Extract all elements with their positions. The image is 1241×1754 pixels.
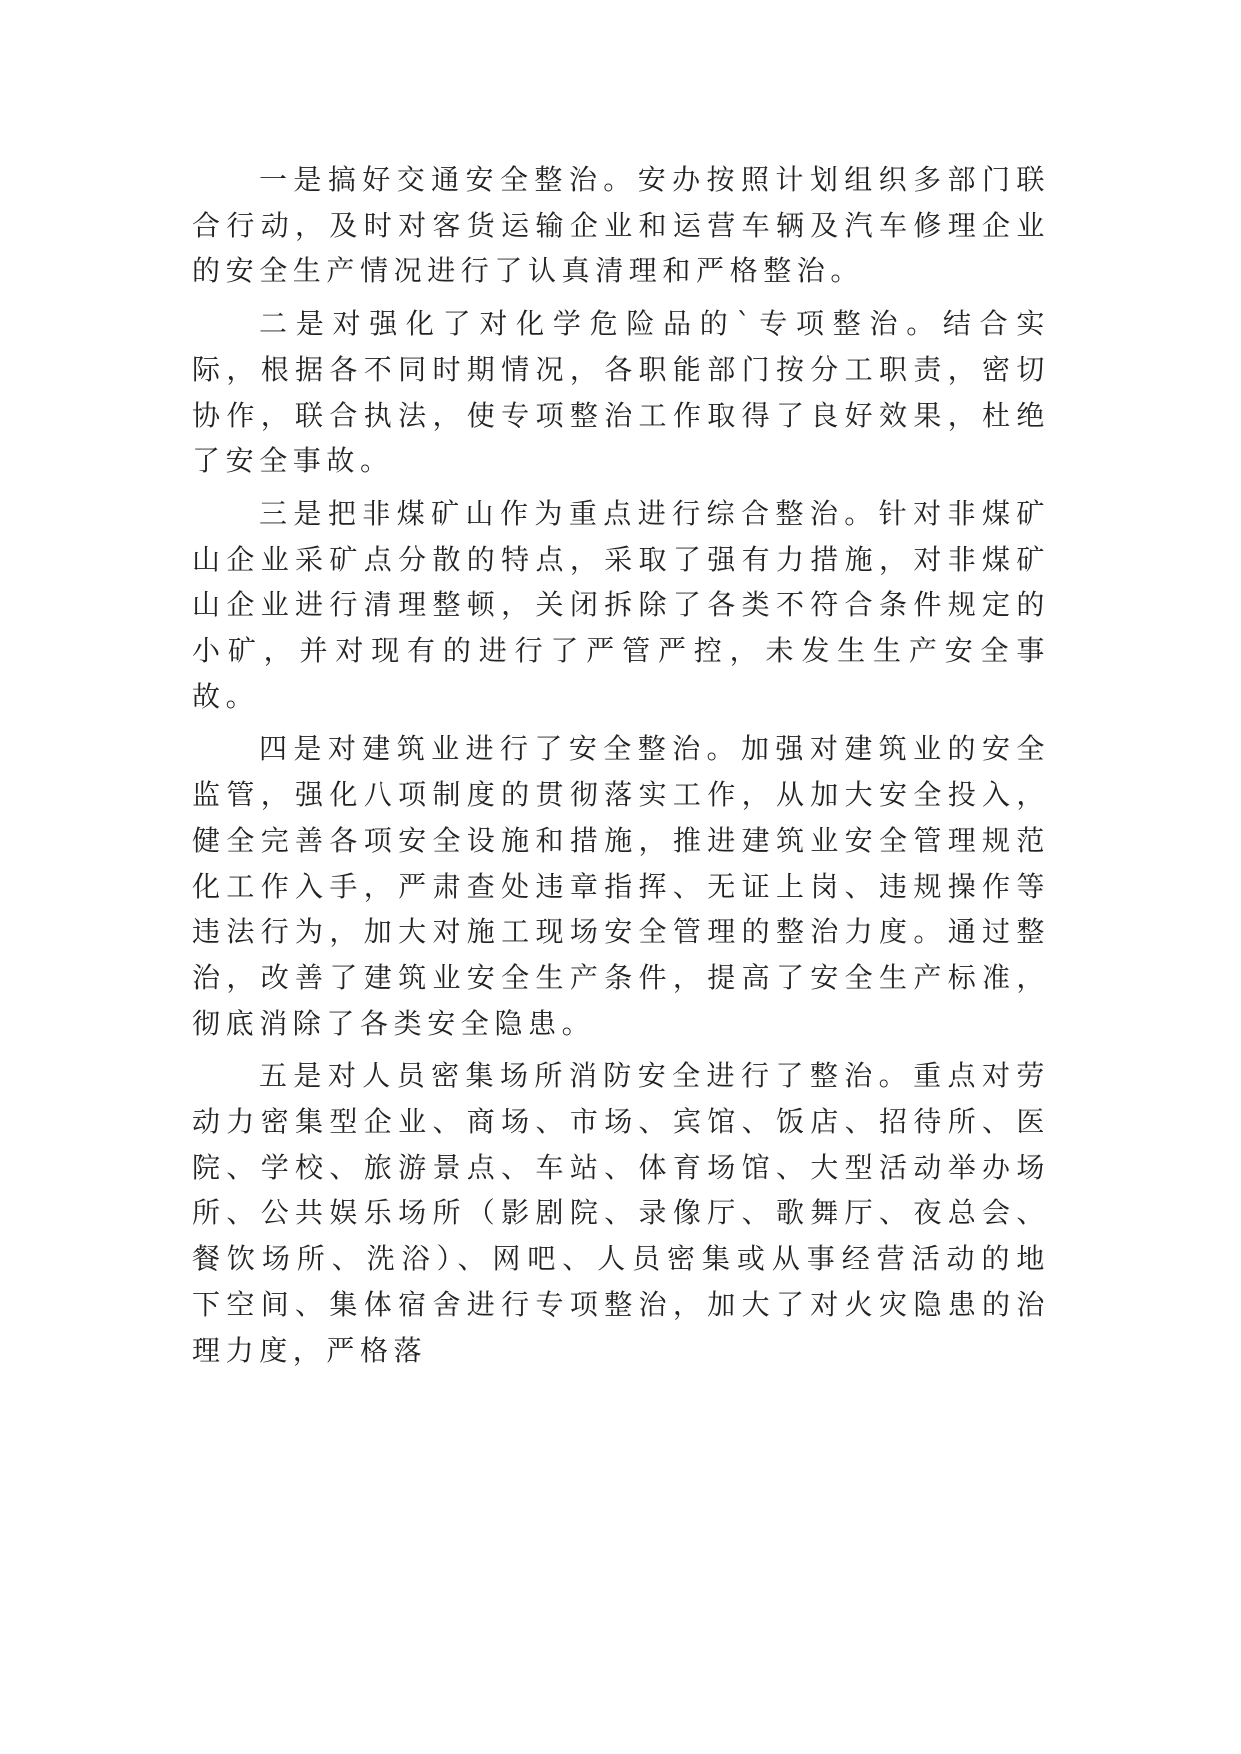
paragraph-hazardous-chemicals: 二是对强化了对化学危险品的`专项整治。结合实际，根据各不同时期情况，各职能部门按分工职责，密切协作，联合执法，使专项整治工作取得了良好效果，杜绝了安全事故。	[192, 307, 1050, 478]
paragraph-construction: 四是对建筑业进行了安全整治。加强对建筑业的安全监管，强化八项制度的贯彻落实工作，从加大安全投入，健全完善各项安全设施和措施，推进建筑业安全管理规范化工作入手，严肃查处违章指挥、无证上岗、违规操作等违法行为，加大对施工现场安全管理的整治力度。通过整治，改善了建筑业安全生产条件，提高了安全生产标准，彻底消除了各类安全隐患。	[192, 732, 1050, 1040]
document-body	[192, 157, 1050, 1380]
paragraph-non-coal-mines: 三是把非煤矿山作为重点进行综合整治。针对非煤矿山企业采矿点分散的特点，采取了强有力措施，对非煤矿山企业进行清理整顿，关闭拆除了各类不符合条件规定的小矿，并对现有的进行了严管严控，未发生生产安全事故。	[192, 496, 1050, 713]
paragraph-traffic-safety: 一是搞好交通安全整治。安办按照计划组织多部门联合行动，及时对客货运输企业和运营车辆及汽车修理企业的安全生产情况进行了认真清理和严格整治。	[192, 163, 1050, 288]
paragraph-fire-safety: 五是对人员密集场所消防安全进行了整治。重点对劳动力密集型企业、商场、市场、宾馆、饭店、招待所、医院、学校、旅游景点、车站、体育场馆、大型活动举办场所、公共娱乐场所（影剧院、录像厅、歌舞厅、夜总会、餐饮场所、洗浴）、网吧、人员密集或从事经营活动的地下空间、集体宿舍进行专项整治，加大了对火灾隐患的治理力度，严格落	[192, 1059, 1050, 1367]
